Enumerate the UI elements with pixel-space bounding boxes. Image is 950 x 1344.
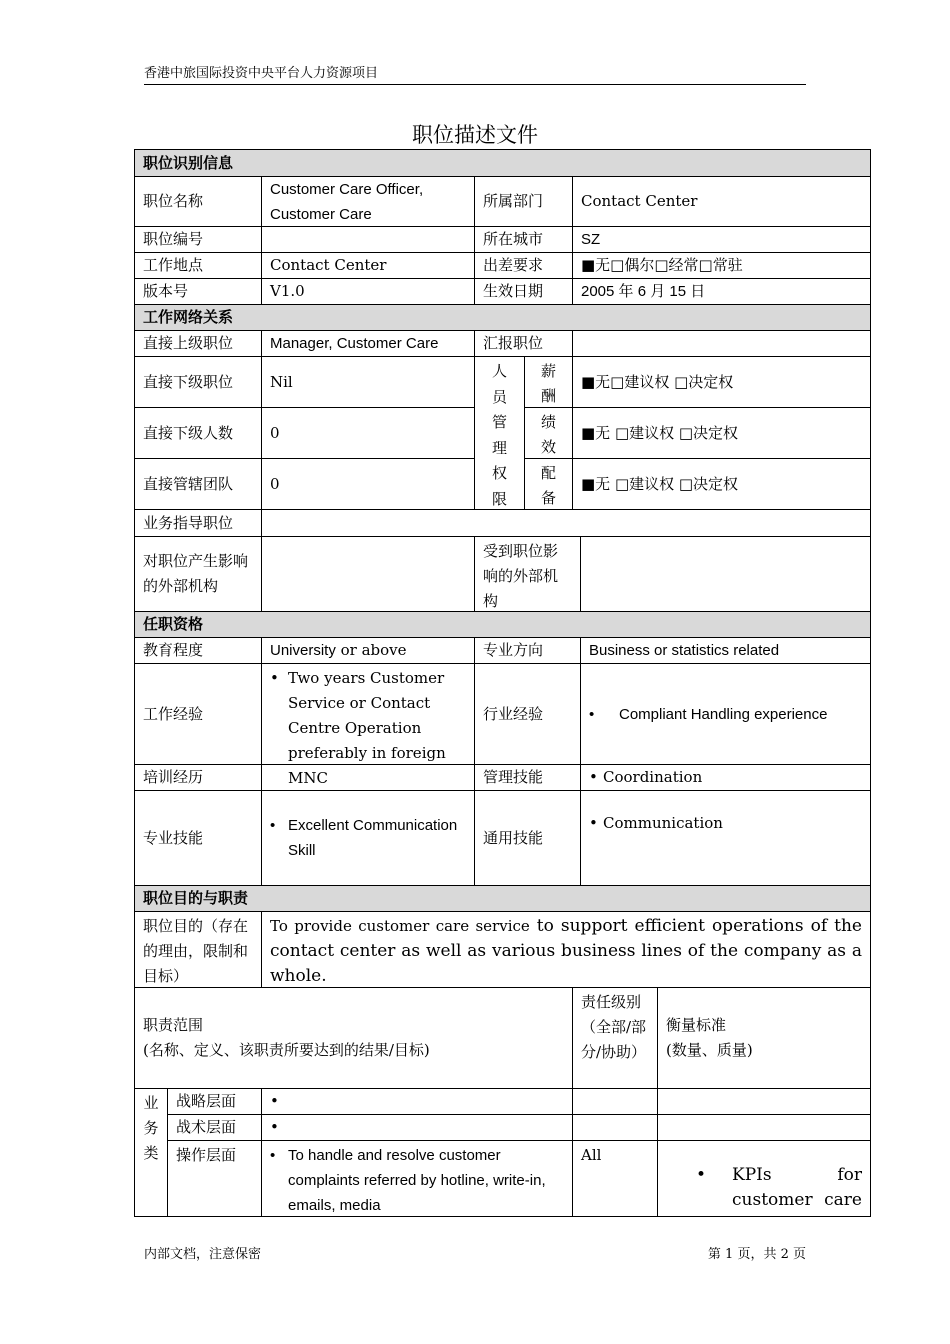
label-business-category: 业务类 — [134, 1088, 168, 1217]
operational-measure-text: KPIs for customer care — [732, 1165, 862, 1210]
responsibility-level-header: 责任级别（全部/部分/协助） — [572, 987, 658, 1089]
purpose-lead: To provide customer care service — [270, 917, 530, 935]
education-level: University — [270, 642, 336, 659]
bullet-icon: • — [270, 1147, 276, 1164]
value-travel: ■无□偶尔□经常□常驻 — [572, 252, 871, 279]
bullet-icon: • — [589, 768, 598, 786]
bullet-icon: • — [270, 817, 276, 834]
label-city: 所在城市 — [474, 226, 573, 253]
label-subordinate: 直接下级职位 — [134, 356, 262, 408]
value-effective-date: 2005 年 6 月 15 日 — [572, 278, 871, 305]
measure-title: 衡量标准 — [666, 1016, 727, 1034]
value-department: Contact Center — [572, 176, 871, 227]
measure-subtitle: (数量、质量) — [666, 1041, 753, 1059]
label-sub-count: 直接下级人数 — [134, 407, 262, 459]
mgmt-skill-text: Coordination — [603, 768, 703, 786]
section-heading-duties: 职位目的与职责 — [134, 885, 871, 912]
value-guidance — [261, 509, 871, 537]
value-operational — [261, 1140, 573, 1217]
value-position-name: Customer Care Officer, Customer Care — [261, 176, 475, 227]
label-pro-skill: 专业技能 — [134, 790, 262, 886]
value-industry — [580, 663, 871, 765]
label-guidance: 业务指导职位 — [134, 509, 262, 537]
bullet-icon: • — [589, 705, 595, 723]
label-strategic: 战略层面 — [167, 1088, 262, 1115]
label-superior: 直接上级职位 — [134, 330, 262, 357]
label-department: 所属部门 — [474, 176, 573, 227]
page-header: 香港中旅国际投资中央平台人力资源项目 — [144, 64, 806, 85]
value-team: 0 — [261, 458, 475, 510]
label-tactical: 战术层面 — [167, 1114, 262, 1141]
value-version: V1.0 — [261, 278, 475, 305]
value-mgmt-skill — [580, 764, 871, 791]
value-location: Contact Center — [261, 252, 475, 279]
value-pro-skill — [261, 790, 475, 886]
label-report: 汇报职位 — [474, 330, 573, 357]
label-operational: 操作层面 — [167, 1140, 262, 1217]
label-version: 版本号 — [134, 278, 262, 305]
value-major: Business or statistics related — [580, 637, 871, 664]
value-experience — [261, 663, 475, 787]
value-strategic — [261, 1088, 573, 1115]
bullet-icon: • — [589, 814, 598, 832]
operational-duty-text: To handle and resolve customer complaints referred by hotline, write-in, emails, media — [288, 1147, 546, 1214]
document-title: 职位描述文件 — [412, 123, 538, 147]
label-education: 教育程度 — [134, 637, 262, 664]
label-purpose: 职位目的（存在的理由，限制和目标） — [134, 911, 262, 988]
value-affected-orgs — [580, 536, 871, 612]
label-experience: 工作经验 — [134, 663, 262, 765]
measure-tactical — [657, 1114, 871, 1141]
value-tactical — [261, 1114, 573, 1141]
page-footer — [144, 1246, 806, 1264]
label-affected-orgs: 受到职位影响的外部机构 — [474, 536, 581, 612]
label-industry: 行业经验 — [474, 663, 581, 765]
value-subordinate: Nil — [261, 356, 475, 408]
purpose-rest: to support efficient operations of the contact center as well as various business lines of the company as a whole. — [270, 916, 862, 986]
value-superior: Manager, Customer Care — [261, 330, 475, 357]
general-skill-text: Communication — [603, 814, 723, 832]
label-travel: 出差要求 — [474, 252, 573, 279]
confidential-note: 内部文档，注意保密 — [144, 1247, 262, 1262]
value-performance-authority: ■无 □建议权 □决定权 — [572, 407, 871, 459]
section-heading-qualifications: 任职资格 — [134, 611, 871, 638]
label-location: 工作地点 — [134, 252, 262, 279]
duty-scope-subtitle: (名称、定义、该职责所要达到的结果/目标) — [143, 1041, 430, 1059]
value-city: SZ — [572, 226, 871, 253]
duty-scope-title: 职责范围 — [143, 1016, 204, 1034]
education-suffix: or above — [335, 641, 407, 659]
duty-scope-header — [134, 987, 573, 1089]
label-position-no: 职位编号 — [134, 226, 262, 253]
bullet-icon: • — [270, 1118, 279, 1136]
value-education — [261, 637, 475, 664]
measure-header — [657, 987, 871, 1089]
value-salary-authority: ■无□建议权 □决定权 — [572, 356, 871, 408]
value-general-skill — [580, 790, 871, 886]
measure-strategic — [657, 1088, 871, 1115]
label-staffing: 配备 — [524, 458, 573, 510]
label-team: 直接管辖团队 — [134, 458, 262, 510]
measure-operational — [657, 1140, 871, 1217]
label-performance: 绩效 — [524, 407, 573, 459]
level-operational: All — [572, 1140, 658, 1217]
label-training: 培训经历 — [134, 764, 262, 791]
label-general-skill: 通用技能 — [474, 790, 581, 886]
level-tactical — [572, 1114, 658, 1141]
label-salary: 薪酬 — [524, 356, 573, 408]
bullet-icon: • — [270, 669, 279, 687]
label-affecting-orgs: 对职位产生影响的外部机构 — [134, 536, 262, 612]
experience-text: Two years Customer Service or Contact Centre Operation preferably in foreign MNC — [288, 669, 446, 787]
section-heading-identification: 职位识别信息 — [134, 149, 871, 177]
value-staffing-authority: ■无 □建议权 □决定权 — [572, 458, 871, 510]
section-heading-network: 工作网络关系 — [134, 304, 871, 331]
bullet-icon: • — [696, 1165, 707, 1185]
label-position-name: 职位名称 — [134, 176, 262, 227]
label-effective-date: 生效日期 — [474, 278, 573, 305]
value-position-no — [261, 226, 475, 253]
value-affecting-orgs — [261, 536, 475, 612]
value-sub-count: 0 — [261, 407, 475, 459]
industry-text: Compliant Handling experience — [619, 705, 828, 723]
bullet-icon: • — [270, 1092, 279, 1110]
label-staff-management-authority: 人员管理权限 — [474, 356, 525, 510]
value-training — [261, 764, 475, 791]
label-major: 专业方向 — [474, 637, 581, 664]
pro-skill-text: Excellent Communication Skill — [288, 817, 458, 859]
page-number: 第 1 页，共 2 页 — [707, 1247, 806, 1262]
label-mgmt-skill: 管理技能 — [474, 764, 581, 791]
value-report — [572, 330, 871, 357]
level-strategic — [572, 1088, 658, 1115]
value-purpose — [261, 911, 871, 988]
